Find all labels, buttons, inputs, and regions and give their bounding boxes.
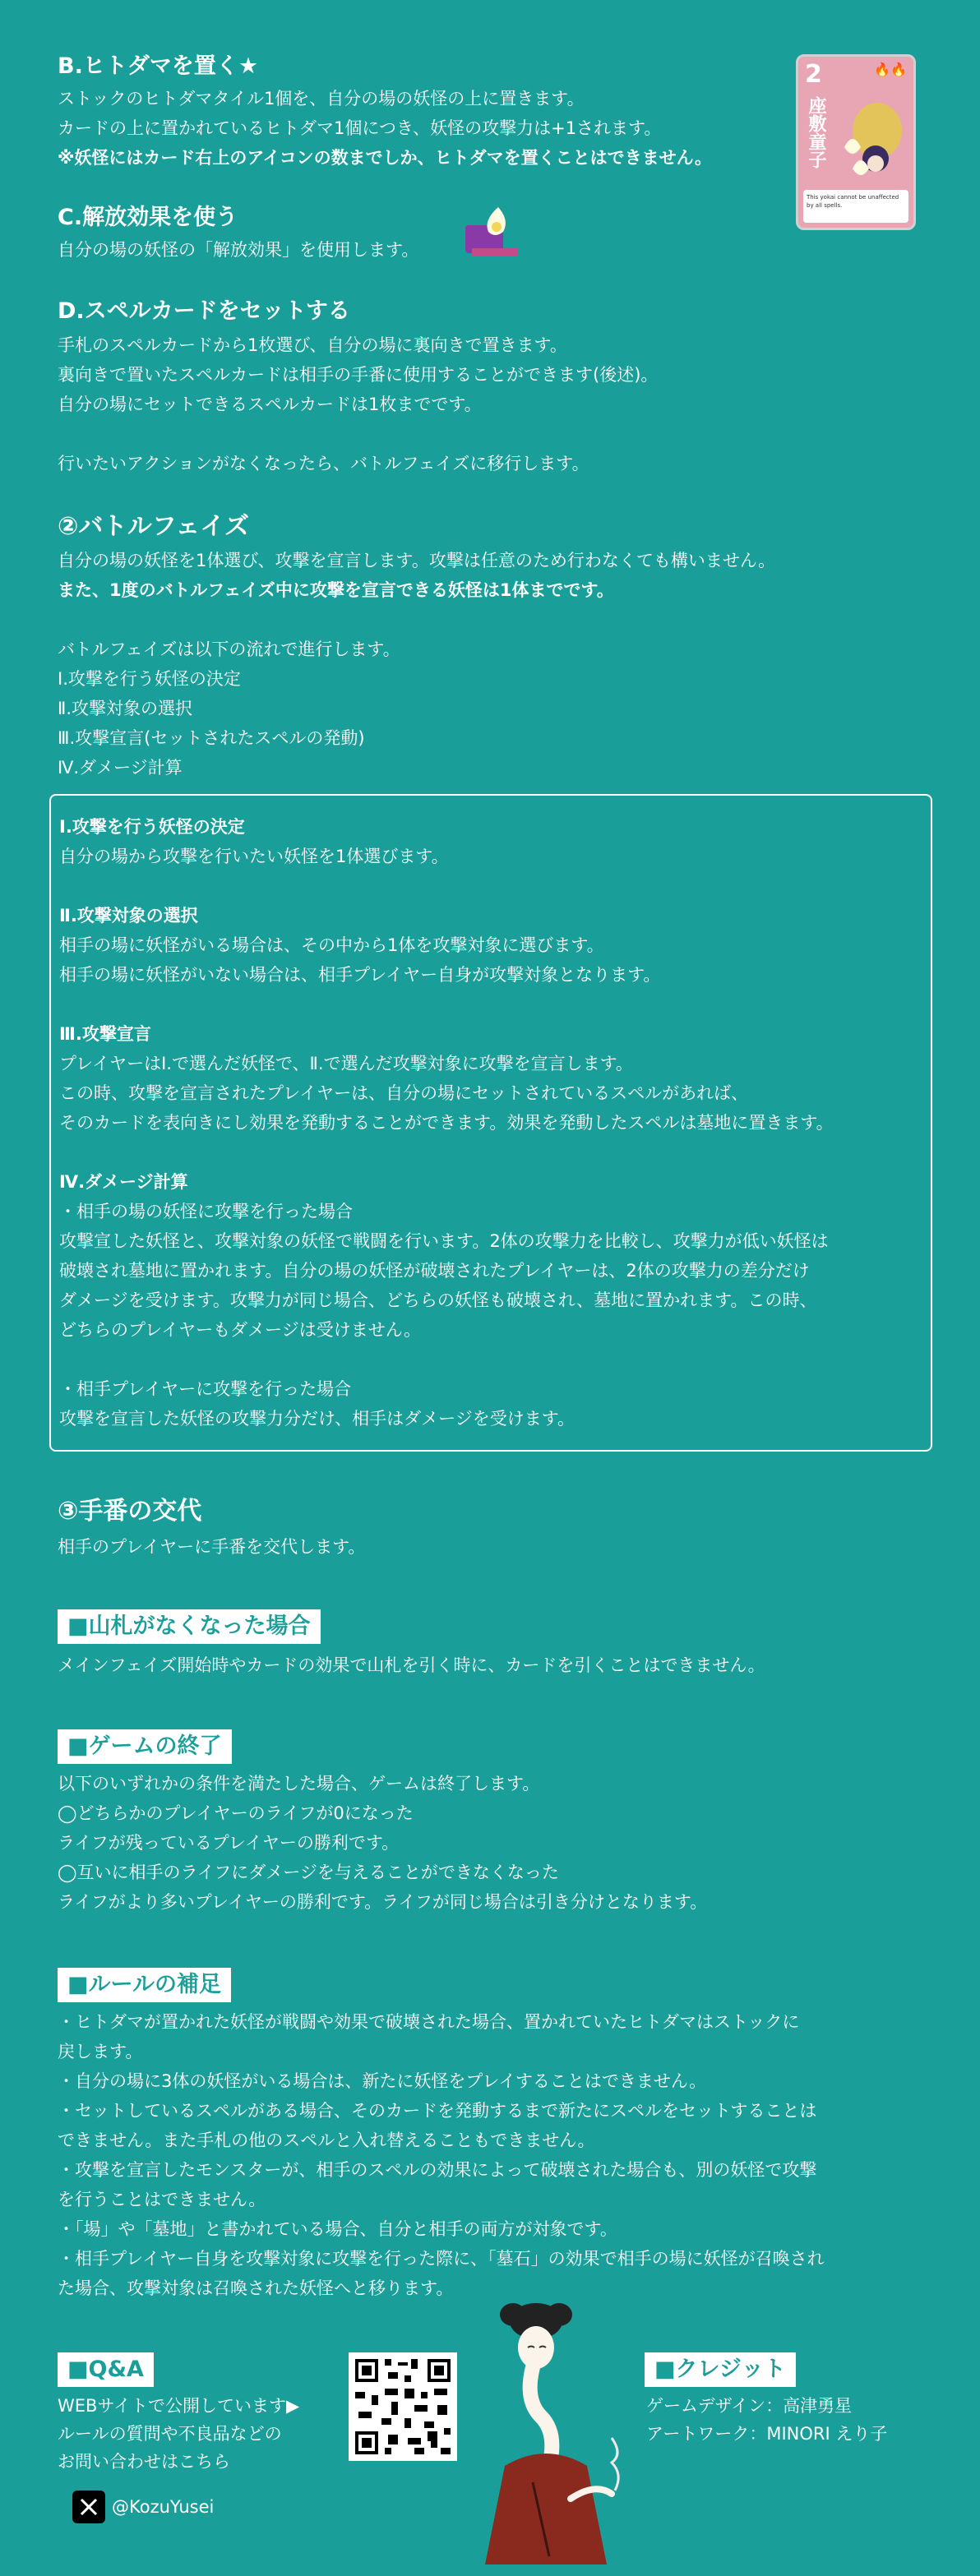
card-power: 2 — [805, 60, 822, 89]
text-line: ・ヒトダマが置かれた妖怪が戦闘や効果で破壊された場合、置かれていたヒトダマはストックに — [58, 2012, 800, 2032]
text-line: メインフェイズ開始時やカードの効果で山札を引く時に、カードを引くことはできません。 — [58, 1655, 765, 1675]
text-line: プレイヤーはⅠ.で選んだ妖怪で、Ⅱ.で選んだ攻撃対象に攻撃を宣言します。 — [59, 1054, 633, 1073]
credit-tag: ■クレジット — [645, 2352, 796, 2387]
qa-tag: ■Q&A — [58, 2352, 154, 2387]
section-b-text — [58, 84, 712, 173]
text-line: そのカードを表向きにし効果を発動することができます。効果を発動したスペルは墓地に置きます。 — [59, 1113, 834, 1133]
battle-phase-heading: ②バトルフェイズ — [58, 512, 250, 541]
text-line: ・攻撃を宣言したモンスターが、相手のスペルの効果によって破壊された場合も、別の妖怪で攻撃 — [58, 2160, 817, 2180]
box-section-1 — [59, 812, 449, 871]
text-line: た場合、攻撃対象は召喚された妖怪へと移ります。 — [58, 2278, 454, 2298]
text-line: 戻します。 — [58, 2042, 143, 2061]
text-line: WEBサイトで公開しています▶ — [58, 2396, 300, 2416]
section-d-heading: D.スペルカードをセットする — [58, 298, 350, 324]
box-section-2 — [59, 901, 660, 990]
card-text-box: This yokai cannot be unaffected by all spells. — [803, 190, 908, 223]
rokurokubi-illustration — [475, 2293, 640, 2573]
text-line: を行うことはできません。 — [58, 2190, 266, 2209]
text-line — [59, 1345, 829, 1374]
text-line — [58, 419, 658, 449]
release-effect-icon — [460, 202, 523, 261]
text-line: ・相手の場の妖怪に攻撃を行った場合 — [59, 1202, 353, 1221]
text-line: アートワーク：MINORI えり子 — [646, 2424, 888, 2444]
deck-out-text — [58, 1650, 765, 1680]
qr-code[interactable] — [349, 2352, 457, 2461]
text-line: 自分の場の妖怪の「解放効果」を使用します。 — [58, 240, 419, 260]
text-line: ルールの質問や不良品などの — [58, 2424, 282, 2444]
zashiki-warashi-illustration — [836, 90, 907, 188]
qa-text — [58, 2392, 299, 2476]
text-line: 攻撃を宣言した妖怪の攻撃力分だけ、相手はダメージを受けます。 — [59, 1409, 576, 1429]
text-line: 裏向きで置いたスペルカードは相手の手番に使用することができます(後述)。 — [58, 365, 659, 385]
battle-flow-box — [49, 794, 932, 1452]
text-line: ストックのヒトダマタイル1個を、自分の場の妖怪の上に置きます。 — [58, 89, 585, 108]
text-line: ・相手プレイヤーに攻撃を行った場合 — [59, 1379, 352, 1399]
text-line: どちらのプレイヤーもダメージは受けません。 — [59, 1320, 421, 1340]
game-end-tag: ■ゲームの終了 — [58, 1729, 232, 1764]
text-line: ライフがより多いプレイヤーの勝利です。ライフが同じ場合は引き分けとなります。 — [58, 1892, 708, 1912]
card-name: 座敷童子 — [806, 96, 826, 169]
text-line: この時、攻撃を宣言されたプレイヤーは、自分の場にセットされているスペルがあれば、 — [59, 1083, 749, 1103]
text-line: また、1度のバトルフェイズ中に攻撃を宣言できる妖怪は1体までです。 — [58, 580, 614, 600]
section-c-heading: C.解放効果を使う — [58, 205, 238, 230]
x-handle: @KozuYusei — [112, 2497, 215, 2517]
text-line: Ⅱ.攻撃対象の選択 — [58, 699, 193, 718]
battle-phase-text — [58, 546, 775, 782]
text-line: ダメージを受けます。攻撃力が同じ場合、どちらの妖怪も破壊され、墓地に置かれます。この時、 — [59, 1290, 817, 1310]
text-line: ・相手プレイヤー自身を攻撃対象に攻撃を行った際に、「墓石」の効果で相手の場に妖怪が召喚され — [58, 2249, 825, 2269]
text-line: 相手のプレイヤーに手番を交代します。 — [58, 1537, 366, 1557]
text-line: ・自分の場に3体の妖怪がいる場合は、新たに妖怪をプレイすることはできません。 — [58, 2071, 707, 2091]
text-line: ・「場」や「墓地」と書かれている場合、自分と相手の両方が対象です。 — [58, 2219, 617, 2239]
x-link[interactable] — [72, 2491, 214, 2523]
text-line: 自分の場の妖怪を1体選び、攻撃を宣言します。攻撃は任意のため行わなくても構いません。 — [58, 551, 776, 570]
text-line: ◯どちらかのプレイヤーのライフが0になった — [58, 1803, 414, 1823]
hitodama-icon: 🔥🔥 — [874, 62, 907, 77]
text-line: ※妖怪にはカード右上のアイコンの数までしか、ヒトダマを置くことはできません。 — [58, 148, 712, 168]
text-line: ◯互いに相手のライフにダメージを与えることができなくなった — [58, 1863, 559, 1882]
text-line: ・セットしているスペルがある場合、そのカードを発動するまで新たにスペルをセットすることは — [58, 2101, 817, 2121]
box-subheading: Ⅱ.攻撃対象の選択 — [59, 906, 198, 926]
text-line: バトルフェイズは以下の流れで進行します。 — [58, 639, 400, 659]
text-line: 攻撃宣した妖怪と、攻撃対象の妖怪で戦闘を行います。2体の攻撃力を比較し、攻撃力が低い妖怪は — [59, 1231, 829, 1251]
turn-change-heading: ③手番の交代 — [58, 1497, 202, 1526]
box-subheading: Ⅰ.攻撃を行う妖怪の決定 — [59, 817, 245, 837]
text-line: Ⅲ.攻撃宣言(セットされたスペルの発動) — [58, 728, 365, 748]
text-line: ゲームデザイン：高津勇星 — [646, 2396, 853, 2416]
box-subheading: Ⅲ.攻撃宣言 — [59, 1024, 151, 1044]
text-line: 相手の場に妖怪がいる場合は、その中から1体を攻撃対象に選びます。 — [59, 935, 604, 955]
text-line: カードの上に置かれているヒトダマ1個につき、妖怪の攻撃力は+1されます。 — [58, 118, 662, 138]
text-line: Ⅳ.ダメージ計算 — [58, 758, 183, 778]
box-section-4 — [59, 1167, 829, 1433]
section-c-text — [58, 235, 418, 265]
section-d-text — [58, 330, 658, 478]
box-section-3 — [59, 1019, 834, 1138]
yokai-card-image — [796, 54, 916, 230]
text-line: 相手の場に妖怪がいない場合は、相手プレイヤー自身が攻撃対象となります。 — [59, 965, 661, 985]
supplement-text — [58, 2007, 825, 2303]
text-line: 行いたいアクションがなくなったら、バトルフェイズに移行します。 — [58, 454, 589, 473]
text-line: できません。また手札の他のスペルと入れ替えることもできません。 — [58, 2131, 595, 2150]
text-line: 手札のスペルカードから1枚選び、自分の場に裏向きで置きます。 — [58, 335, 567, 355]
section-b-heading: B.ヒトダマを置く★ — [58, 53, 259, 79]
text-line: お問い合わせはこちら — [58, 2452, 230, 2472]
text-line — [58, 605, 775, 635]
text-line: 破壊され墓地に置かれます。自分の場の妖怪が破壊されたプレイヤーは、2体の攻撃力の差分だけ — [59, 1261, 810, 1281]
supplement-tag: ■ルールの補足 — [58, 1968, 231, 2002]
text-line: 自分の場にセットできるスペルカードは1枚までです。 — [58, 395, 482, 414]
game-end-text — [58, 1769, 707, 1917]
text-line: 自分の場から攻撃を行いたい妖怪を1体選びます。 — [59, 847, 449, 866]
x-logo-icon — [72, 2491, 105, 2523]
turn-change-text — [58, 1532, 365, 1562]
text-line: Ⅰ.攻撃を行う妖怪の決定 — [58, 669, 241, 689]
box-subheading: Ⅳ.ダメージ計算 — [59, 1172, 188, 1192]
text-line: 以下のいずれかの条件を満たした場合、ゲームは終了します。 — [58, 1774, 540, 1794]
text-line: ライフが残っているプレイヤーの勝利です。 — [58, 1833, 400, 1853]
deck-out-tag: ■山札がなくなった場合 — [58, 1609, 321, 1644]
credit-text — [646, 2392, 887, 2448]
